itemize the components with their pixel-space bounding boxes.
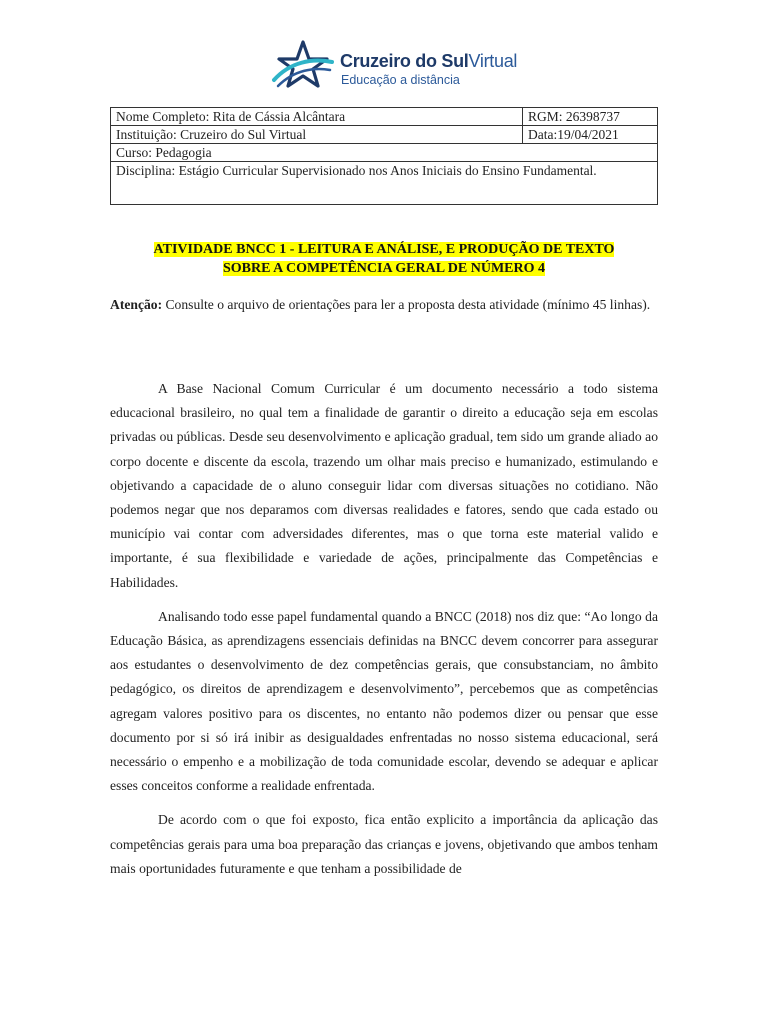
paragraph: De acordo com o que foi exposto, fica então explicito a importância da aplicação das competências gerais para uma boa preparação das crianças e jovens, objetivando que ambos tenham mais oportunidades futuramente e que tenham a possibilidade de (110, 812, 658, 876)
paragraph: A Base Nacional Comum Curricular é um documento necessário a todo sistema educacional brasileiro, no qual tem a finalidade de garantir o direito a educação seja em escolas privadas ou públicas. Desde seu desenvolvimento e aplicação gradual, tem sido um grande aliado ao corpo docente e discente da escola, trazendo um olhar mais preciso e humanizado, estimulando e objetivando a capacidade de o aluno conseguir lidar com diversas situações no cotidiano. Não podemos negar que nos deparamos com diversas realidades e fatores, sendo que cada estado ou município vai contar com adversidades diferentes, mas o que torna este material valido e importante, é sua flexibilidade e variedade de ações, principalmente das Competências e Habilidades. (110, 381, 658, 590)
attention-text: Consulte o arquivo de orientações para ler a proposta desta atividade (mínimo 45 linhas). (162, 297, 651, 312)
attention-label: Atenção: (110, 297, 163, 312)
student-info-table (110, 107, 658, 205)
star-swoosh-icon (270, 40, 336, 92)
discipline-cell: Disciplina: Estágio Curricular Supervisionado nos Anos Iniciais do Ensino Fundamental. (111, 162, 658, 205)
attention-note (110, 293, 658, 317)
title-line-1: ATIVIDADE BNCC 1 - LEITURA E ANÁLISE, E PRODUÇÃO DE TEXTO (153, 242, 615, 257)
rgm-cell: RGM: 26398737 (523, 108, 658, 126)
brand-name (340, 51, 517, 72)
brand-light: Virtual (468, 51, 518, 71)
student-name-cell: Nome Completo: Rita de Cássia Alcântara (111, 108, 523, 126)
title-line-2: SOBRE A COMPETÊNCIA GERAL DE NÚMERO 4 (222, 261, 546, 276)
date-cell: Data:19/04/2021 (523, 126, 658, 144)
table-row (111, 126, 658, 144)
paragraph: Analisando todo esse papel fundamental quando a BNCC (2018) nos diz que: “Ao longo da Educação Básica, as aprendizagens essenciais definidas na BNCC devem concorrer para assegurar aos estudantes o desenvolvimento de dez competências gerais, que consubstanciam, no âmbito pedagógico, os direitos de aprendizagem e desenvolvimento”, percebemos que as competências agregam valores positivo para os discentes, no entanto não podemos dizer ou pensar que esse documento por si só irá inibir as desigualdades enfrentadas no nosso sistema educacional, será necessário o empenho e a mobilização de toda comunidade escolar, devendo se adequar e aplicar esses conceitos conforme a realidade enfrentada. (110, 608, 658, 794)
brand-tagline: Educação a distância (341, 73, 460, 87)
course-cell: Curso: Pedagogia (111, 144, 658, 162)
cruzeiro-do-sul-logo (270, 40, 518, 92)
table-row (111, 162, 658, 205)
brand-bold: Cruzeiro do Sul (340, 51, 469, 71)
activity-title (110, 240, 658, 278)
table-row (111, 108, 658, 126)
table-row (111, 144, 658, 162)
institution-cell: Instituição: Cruzeiro do Sul Virtual (111, 126, 523, 144)
essay-body (110, 377, 658, 891)
